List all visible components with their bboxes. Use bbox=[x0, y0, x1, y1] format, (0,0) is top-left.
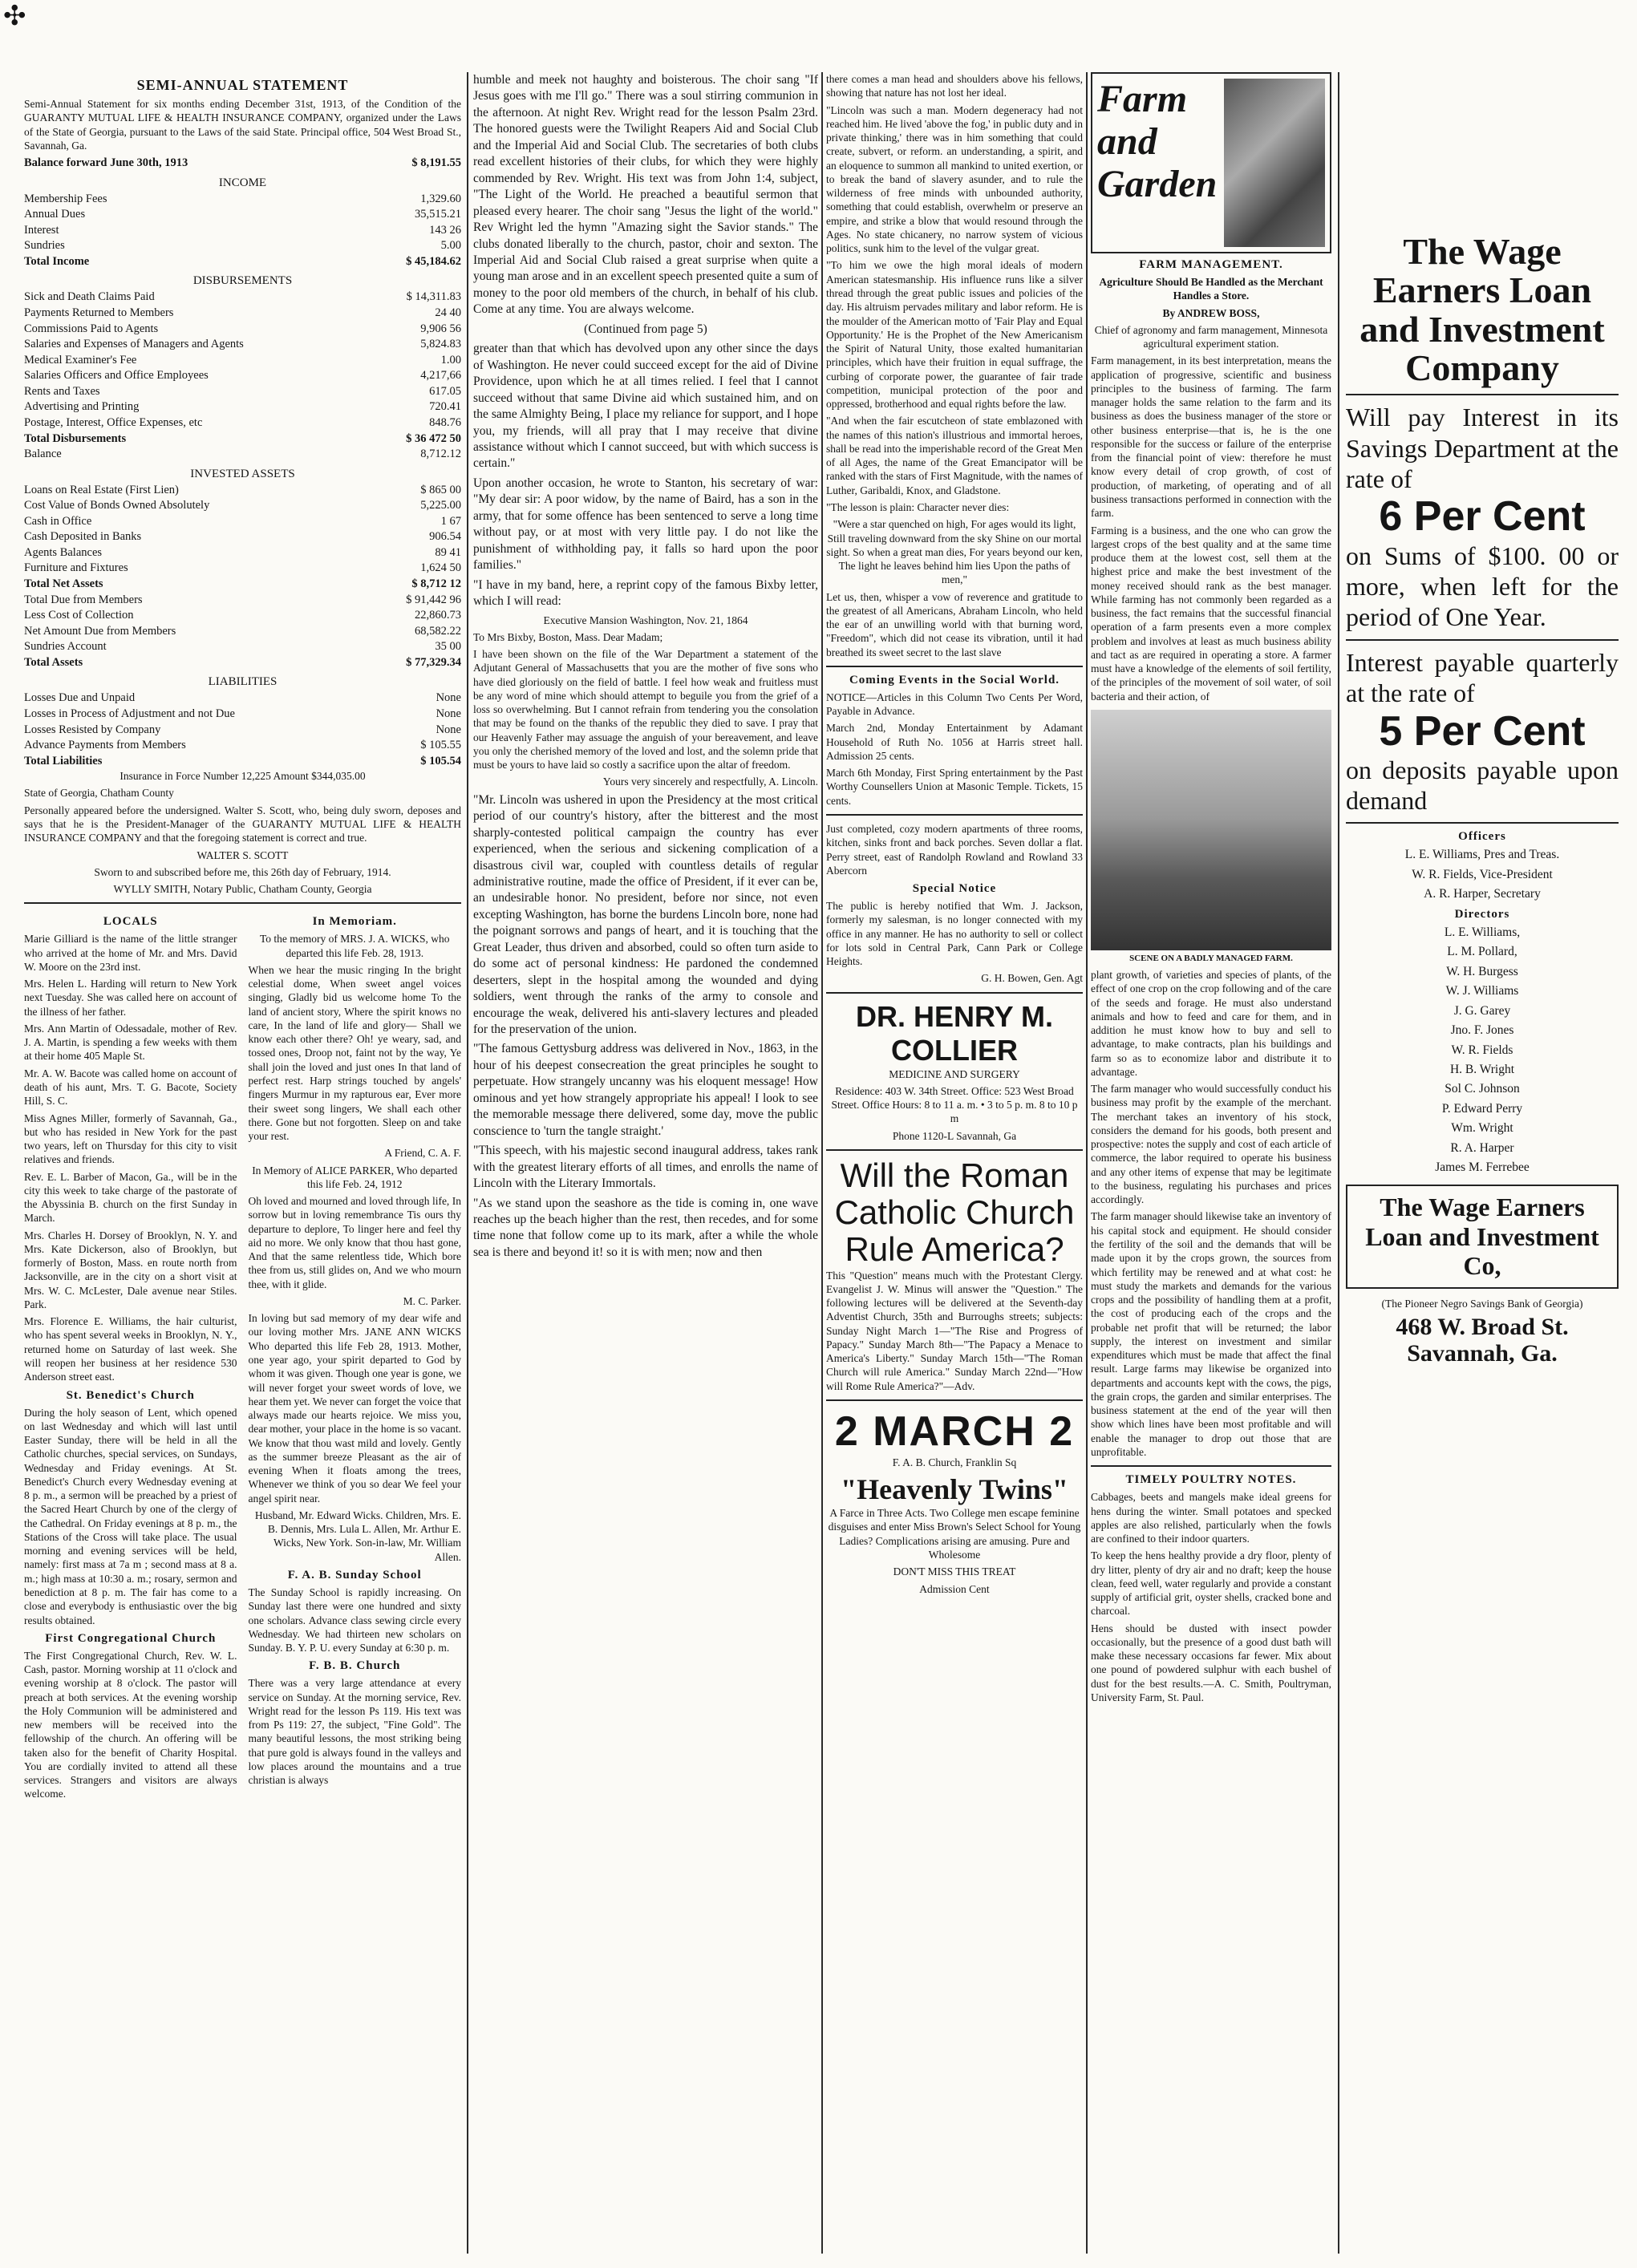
row-label: Salaries and Expenses of Managers and Agents bbox=[24, 338, 244, 351]
locals-column bbox=[24, 910, 237, 1804]
list-item: Wm. Wright bbox=[1451, 1121, 1513, 1136]
pioneer-bank: (The Pioneer Negro Savings Bank of Georgia) bbox=[1381, 1298, 1583, 1310]
list-item: H. B. Wright bbox=[1449, 1063, 1515, 1076]
list-item: Jno. F. Jones bbox=[1450, 1023, 1514, 1038]
list-item: Marie Gilliard is the name of the little stranger who arrived at the home of Mr. and Mrs. David W. Moore on the 23rd inst. bbox=[24, 933, 237, 973]
income-total: Total Income $ 45,184.62 bbox=[24, 254, 461, 268]
divider bbox=[826, 666, 1083, 667]
coming-events-notice: NOTICE—Articles in this Column Two Cents Per Word, Payable in Advance. bbox=[826, 691, 1083, 718]
list-item: P. Edward Perry bbox=[1441, 1101, 1523, 1116]
table-row bbox=[24, 290, 461, 306]
list-item: James M. Ferrebee bbox=[1435, 1160, 1530, 1175]
directors-list bbox=[1346, 925, 1619, 1177]
event-1: March 2nd, Monday Entertainment by Adamant Household of Ruth No. 1056 at Harris street hall. Admission 25 cents. bbox=[826, 722, 1083, 762]
table-row bbox=[24, 545, 461, 561]
table-row bbox=[24, 483, 461, 499]
letter-to: To Mrs Bixby, Boston, Mass. Dear Madam; bbox=[473, 630, 663, 643]
first-cong-body: The First Congregational Church, Rev. W. L. Cash, pastor. Morning worship at 11 o'clock and evening worship at 8 o'clock. The pastor will preach at both services. At the evening worship the Holy Communion will be administered and new members will be received into the fellowship of the church. An offering will be taken also for the benefit of Charity Hospital. You are cordially invited to attend all these services. Strangers and visitors are always welcome. bbox=[24, 1649, 237, 1800]
table-row bbox=[24, 207, 461, 223]
lincoln-p6: "The famous Gettysburg address was delivered in Nov., 1863, in the hour of his deepest consecreation the great principles he sought to perpetuate. How strangely uncanny was his eloquent message! How ominous and yet how strangely appropriate his appeal! I look to see the memorable message there delivered, some day, move the public conscience to 'turn the tangle straight.' bbox=[473, 1042, 818, 1138]
less-cost: Less Cost of Collection 22,860.73 bbox=[24, 609, 461, 622]
deposits-text: on deposits payable upon demand bbox=[1346, 755, 1619, 816]
locals-title: LOCALS bbox=[103, 915, 158, 929]
table-row bbox=[24, 337, 461, 353]
table-row bbox=[24, 368, 461, 384]
table-row bbox=[24, 498, 461, 514]
table-row bbox=[24, 399, 461, 415]
row-label: Cash in Office bbox=[24, 514, 92, 528]
farm-sub: Agriculture Should Be Handled as the Merchant Handles a Store. bbox=[1099, 276, 1323, 302]
st-benedict-title: St. Benedict's Church bbox=[66, 1388, 195, 1402]
list-item: Mrs. Charles H. Dorsey of Brooklyn, N. Y. and Mrs. Kate Dickerson, also of Brooklyn, but formerly of Boston, Mass. en route north from Jacksonville, are in the city on a short visit at Mrs. W. C. McLester, Dale avenue near Stiles. Park. bbox=[24, 1229, 237, 1310]
poultry-3: Hens should be dusted with insect powder occasionally, but the presence of a good dust bath will make these necessary occasions far fewer. Mix about one pound of powdered sulphur with each bushel of dust for the best results.—A. C. Smith, Poultryman, University Farm, St. Paul. bbox=[1091, 1622, 1331, 1703]
coming-events-title: Coming Events in the Social World. bbox=[849, 673, 1060, 686]
scene-caption: SCENE ON A BADLY MANAGED FARM. bbox=[1129, 953, 1293, 963]
liabilities-list bbox=[24, 691, 461, 753]
row-label: Advertising and Printing bbox=[24, 400, 140, 414]
table-row bbox=[24, 384, 461, 400]
table-row bbox=[24, 561, 461, 577]
bank-address: 468 W. Broad St. Savannah, Ga. bbox=[1396, 1314, 1569, 1367]
divider bbox=[826, 992, 1083, 994]
row-value: 24 40 bbox=[435, 306, 461, 319]
row-label: Rents and Taxes bbox=[24, 384, 100, 398]
row-label: Agents Balances bbox=[24, 545, 103, 559]
row-label: Losses in Process of Adjustment and not Due bbox=[24, 707, 235, 720]
net-due: Net Amount Due from Members 68,582.22 bbox=[24, 624, 461, 638]
row-label: Medical Examiner's Fee bbox=[24, 353, 137, 367]
roman-ad-title: Will the Roman Catholic Church Rule America? bbox=[834, 1156, 1075, 1269]
lincoln-c3-p2: "Lincoln was such a man. Modern degeneracy had not reached him. He lived 'above the fog,' in public duty and in private thinking,' there was in him something that could create, subvert, or reform. an understanding, a spirit, and an eloquence to summon all mankind to united exertion, or to break the band of slavery asunder, and to rule the wilderness of free minds with unbounded authority, something that could establish, overwhelm or preserve an empire, and strike a blow that would resound through the Ages. No state chicanery, no narrow system of vicious politics, sunk him to the level of the vulgar great. bbox=[826, 103, 1083, 255]
twins-end: DON'T MISS THIS TREAT bbox=[893, 1565, 1016, 1578]
event-2: March 6th Monday, First Spring entertainment by the Past Worthy Counsellers Union at Masonic Temple. Tickets, 15 cents. bbox=[826, 767, 1083, 807]
memoriam-poem-3: In loving but sad memory of my dear wife and our loving mother Mrs. JANE ANN WICKS Who departed this life Feb 28, 1913. Mother, one year ago, your spirit departed to God by whom it was given. Though one year is gone, we will never forget your sweet words of love, we hear them yet. We never can forget the voice that always made our hearts rejoice. We miss you, dear mother, your place in the home is so vacant. We know that thou wast mild and lovely. Gently as the summer breeze Pleasant as the air of evening When it floats among the trees, Whenever we think of you so dear We feel your angel spirit near. bbox=[248, 1312, 461, 1505]
fbb-church-title: F. B. B. Church bbox=[309, 1659, 401, 1673]
row-label: Salaries Officers and Office Employees bbox=[24, 369, 209, 383]
memoriam-dedication: To the memory of MRS. J. A. WICKS, who departed this life Feb. 28, 1913. bbox=[259, 933, 450, 959]
byline-2: Chief of agronomy and farm management, Minnesota agricultural experiment station. bbox=[1094, 323, 1328, 350]
directors-title: Directors bbox=[1454, 907, 1510, 921]
column-rule bbox=[1338, 72, 1339, 2254]
divider bbox=[1091, 1465, 1331, 1467]
column-rule bbox=[821, 72, 823, 2254]
divider bbox=[1346, 394, 1619, 395]
officers-list bbox=[1346, 847, 1619, 902]
row-label: Cash Deposited in Banks bbox=[24, 530, 142, 544]
list-item: L. E. Williams, bbox=[1444, 925, 1521, 939]
row-label: Sick and Death Claims Paid bbox=[24, 290, 155, 304]
lincoln-p4: "I have in my band, here, a reprint copy of the famous Bixby letter, which I will read: bbox=[473, 577, 818, 609]
total-assets: Total Assets $ 77,329.34 bbox=[24, 655, 461, 669]
farm-title: FARM MANAGEMENT. bbox=[1139, 258, 1283, 271]
savings-text: Will pay Interest in its Savings Department at the rate of bbox=[1346, 403, 1619, 493]
table-row bbox=[24, 707, 461, 723]
table-row bbox=[24, 353, 461, 369]
farm-banner bbox=[1091, 72, 1331, 253]
due-members: Total Due from Members $ 91,442 96 bbox=[24, 593, 461, 606]
pushpin-icon: ✣ bbox=[3, 2, 26, 31]
oath: Personally appeared before the undersigned. Walter S. Scott, who, being duly sworn, deposes and says that he is the President-Manager of the GUARANTY MUTUAL LIFE & HEALTH INSURANCE COMPANY and that the foregoing statement is correct and true. bbox=[24, 804, 461, 844]
row-label: Payments Returned to Members bbox=[24, 306, 174, 319]
list-item: Mrs. Helen L. Harding will return to New York next Tuesday. She was called here on account of the illness of her father. bbox=[24, 978, 237, 1018]
memoriam-poem-2: Oh loved and mourned and loved through life, In sorrow but in loving remembrance Tis ours thy departure to deplore, To linger here and feel thy aid no more. We only know that thou hast gone, And that the same relentless tide, Which bore thee from us, still glides on, And we who mourn thee, with it glide. bbox=[248, 1195, 461, 1290]
st-benedict-body: During the holy season of Lent, which opened on last Wednesday and which will last until Easter Sunday, there will be held in all the Catholic churches, special services, on Sundays, Wednesday and Friday evenings. At St. Benedict's Church every Wednesday evening at 8 p. m., a sermon will be preached by a priest of the Sacred Heart Church by one of the clergy of the Cathedral. On Friday evenings at 8 p. m., the Stations of the Cross will take place. The usual morning and evening services will be held, namely: first mass at 7a m ; second mass at 8 a. m.; high mass at 10:30 a. m.; rosary, sermon and benediction at 8 p. m. The fair has come to a close and everybody is enthusiastic over the big results obtained. bbox=[24, 1406, 237, 1626]
farm-logo: Farm and Garden bbox=[1097, 78, 1218, 205]
row-value: 1,624 50 bbox=[420, 561, 461, 575]
poultry-title: TIMELY POULTRY NOTES. bbox=[1125, 1473, 1297, 1487]
net-assets: Total Net Assets $ 8,712 12 bbox=[24, 577, 461, 590]
rate-5: 5 Per Cent bbox=[1379, 707, 1586, 755]
sundries-account: Sundries Account 35 00 bbox=[24, 640, 461, 654]
memoriam-sign-3: Husband, Mr. Edward Wicks. Children, Mrs. E. B. Dennis, Mrs. Lula L. Allen, Mr. Arthur E. Wicks, New York. Son-in-law, Mr. William Allen. bbox=[254, 1509, 461, 1563]
state-county: State of Georgia, Chatham County bbox=[24, 787, 174, 800]
march-ad-title: 2 MARCH 2 bbox=[834, 1407, 1075, 1455]
divider bbox=[24, 902, 461, 904]
divider bbox=[1346, 639, 1619, 641]
collier-phone: Phone 1120-L Savannah, Ga bbox=[892, 1129, 1017, 1142]
table-row bbox=[24, 306, 461, 322]
row-value: 720.41 bbox=[429, 400, 461, 414]
star-poem: "Were a star quenched on high, For ages would its light, Still traveling downward from the sky Shine on our mortal sight. So when a great man dies, For years beyond our ken, The light he leaves behind him lies Upon the paths of men," bbox=[826, 518, 1083, 586]
lincoln-p2: greater than that which has devolved upon any other since the days of Washington. He never could succeed except for the aid of Divine Providence, upon which he at all times relied. I feel that I cannot succeed without that same Divine aid which sustained him, and on the same Almighty Being, I place my reliance for support, and I hope you, my friends, will all pray that I may receive that divine assistance without which I cannot succeed, but with which success is certain." bbox=[473, 342, 818, 471]
farm-p5: The farm manager should likewise take an inventory of his capital stock and equipment. He should consider the fertility of the soil and the demands that will be made upon it by the crops grown, the sources from which fertility may be renewed and at what cost: he must study the markets and demands for the various crops and the possibility of handling them at a profit, the cost of producing each of the crops and the probable net profit that will be returned; the labor supply, the interest on investment and similar expenditures which must be made that affect the final result. Large farms may likewise be organized into departments and accounts kept with the cows, the pigs, the grain crops, the garden and similar enterprises. The business statement at the end of the year will then show which lines have been most profitable and will enable the manager to drop out those that are unprofitable. bbox=[1091, 1210, 1331, 1458]
statement-intro: Semi-Annual Statement for six months ending December 31st, 1913, of the Condition of the GUARANTY MUTUAL LIFE & HEALTH INSURANCE COMPANY, organized under the Laws of the State of Georgia, pursuant to the Laws of the said State. Principal office, 504 West Broad St., Savannah, Ga. bbox=[24, 98, 461, 152]
statement-title: SEMI-ANNUAL STATEMENT bbox=[136, 77, 349, 93]
disbursements-total: Total Disbursements $ 36 472 50 bbox=[24, 431, 461, 445]
lincoln-c3-p6: Let us, then, whisper a vow of reverence and gratitude to the greatest of all Americans, Abraham Lincoln, who held the ear of an unwilling world with that burning word, "Freedom", which did not cease its vibration, until it had breathed its sweet secret to the last slave bbox=[826, 590, 1083, 658]
column-rule bbox=[1086, 72, 1088, 2254]
table-row bbox=[24, 238, 461, 254]
table-row bbox=[24, 529, 461, 545]
insurance-in-force: Insurance in Force Number 12,225 Amount $344,035.00 bbox=[120, 770, 366, 783]
row-label: Commissions Paid to Agents bbox=[24, 322, 159, 335]
row-value: $ 865 00 bbox=[420, 483, 461, 496]
lincoln-c3-p1: there comes a man head and shoulders above his fellows, showing that nature has not lost her ideal. bbox=[826, 73, 1083, 99]
special-notice: The public is hereby notified that Wm. J. Jackson, formerly my salesman, is no longer connected with my office in any manner. He has no authority to sell or collect for lots sold in Central Park, Cann Park or College Heights. bbox=[826, 900, 1083, 968]
sums-text: on Sums of $100. 00 or more, when left for the period of One Year. bbox=[1346, 541, 1619, 632]
apartments-ad: Just completed, cozy modern apartments of three rooms, kitchen, sinks front and back porches. Seven dollar a flat. Perry street, east of Randolph Rowland and Rowland 33 Abercorn bbox=[826, 823, 1083, 877]
memoriam-column bbox=[249, 910, 462, 1804]
row-value: 5,225.00 bbox=[420, 499, 461, 512]
rate-6: 6 Per Cent bbox=[1379, 493, 1586, 541]
divider bbox=[826, 1399, 1083, 1401]
row-label: Interest bbox=[24, 223, 59, 237]
interest-text: Interest payable quarterly at the rate of bbox=[1346, 647, 1619, 708]
sworn: Sworn to and subscribed before me, this 26th day of February, 1914. bbox=[94, 865, 391, 878]
divider bbox=[1346, 822, 1619, 824]
table-row bbox=[24, 691, 461, 707]
farm-scene-image bbox=[1091, 710, 1331, 950]
memoriam-sign-2: M. C. Parker. bbox=[403, 1294, 461, 1307]
list-item: Rev. E. L. Barber of Macon, Ga., will be in the city this week to take charge of the pastorate of the Abyssinia B. church on the first Sunday in March. bbox=[24, 1170, 237, 1225]
list-item: W. H. Burgess bbox=[1446, 964, 1518, 978]
wage-earners-logo: The Wage Earners Loan and Investment Co, bbox=[1346, 1185, 1619, 1289]
row-value: 1 67 bbox=[440, 514, 461, 528]
row-label: Losses Due and Unpaid bbox=[24, 691, 136, 705]
list-item: Sol C. Johnson bbox=[1445, 1082, 1520, 1096]
column-statement-locals bbox=[24, 72, 461, 2254]
row-label: Furniture and Fixtures bbox=[24, 561, 128, 575]
lincoln-p7: "This speech, with his majestic second inaugural address, takes rank with the greatest literary efforts of all times, and enrolls the name of Lincoln with the Literary Immortals. bbox=[473, 1144, 818, 1191]
row-value: 1.00 bbox=[440, 353, 461, 367]
list-item: R. A. Harper bbox=[1450, 1140, 1514, 1155]
letter-close: Yours very sincerely and respectfully, A. Lincoln. bbox=[602, 776, 818, 788]
row-value: None bbox=[436, 723, 461, 736]
row-value: 617.05 bbox=[429, 384, 461, 398]
row-value: None bbox=[436, 707, 461, 720]
memoriam-sign: A Friend, C. A. F. bbox=[384, 1147, 461, 1160]
balance: Balance 8,712.12 bbox=[24, 448, 461, 461]
table-row bbox=[24, 723, 461, 739]
list-item: W. R. Fields, Vice-President bbox=[1412, 867, 1553, 881]
poultry-1: Cabbages, beets and mangels make ideal greens for hens during the winter. Small potatoes and specked apples are also relished, particularly when the fowls are confined to their indoor quarters. bbox=[1091, 1491, 1331, 1545]
row-value: $ 105.55 bbox=[420, 739, 461, 752]
memoriam-poem: When we hear the music ringing In the bright celestial dome, When sweet angel voices singing, Gladly bid us welcome home To the land of ancient story, Where the spirit knows no care, In the land of life and glory— Shall we know each other there? Oh! ye weary, sad, and tossed ones, Droop not, faint not by the way, Ye shall join the loved and just ones In that land of perfect rest. Harp strings touched by angels' fingers Murmur in my rapturous ear, Ever more their sweet song lingers, We shall each other there. Gone but not forgotten. Sleep on and take your rest. bbox=[248, 963, 461, 1143]
fab-sunday-body: The Sunday School is rapidly increasing. On Sunday last there were one hundred and sixty one scholars. Advance class sewing circle every Wednesday. We had thirteen new scholars on Sunday. B. Y. P. U. every Sunday at 6:30 p. m. bbox=[248, 1586, 461, 1654]
first-cong-title: First Congregational Church bbox=[45, 1631, 217, 1645]
twins-body: A Farce in Three Acts. Two College men escape feminine disguises and enter Miss Brown's Select School for Young Ladies? Complications arising are amusing. Pure and Wholesome bbox=[828, 1507, 1081, 1561]
lincoln-c3-p4: "And when the fair escutcheon of state emblazoned with the names of this nation's illustrious and immortal heroes, shall be read into the imperishable record of the Great Men of all Ages, the name of the Great Emancipator will be ranked with the stars of First Magnitude, with the names of Luther, Garibaldi, Knox, and Gladstone. bbox=[826, 415, 1083, 496]
liabilities-title: LIABILITIES bbox=[208, 675, 278, 689]
table-row bbox=[24, 192, 461, 208]
balance-forward: Balance forward June 30th, 1913 $ 8,191.55 bbox=[24, 156, 461, 170]
list-item: L. E. Williams, Pres and Treas. bbox=[1404, 848, 1560, 862]
row-label: Loans on Real Estate (First Lien) bbox=[24, 483, 179, 496]
list-item: L. M. Pollard, bbox=[1447, 945, 1517, 959]
table-row bbox=[24, 415, 461, 431]
row-value: 906.54 bbox=[429, 530, 461, 544]
list-item: W. R. Fields bbox=[1451, 1043, 1513, 1057]
farm-house-image bbox=[1224, 79, 1325, 247]
row-value: 848.76 bbox=[429, 415, 461, 429]
row-label: Advance Payments from Members bbox=[24, 739, 186, 752]
locals-list bbox=[24, 932, 237, 1383]
fab-sunday-title: F. A. B. Sunday School bbox=[287, 1569, 422, 1582]
collier-sub: MEDICINE AND SURGERY bbox=[889, 1067, 1020, 1080]
income-list bbox=[24, 192, 461, 254]
list-item: W. J. Williams bbox=[1445, 984, 1519, 998]
list-item: A. R. Harper, Secretary bbox=[1424, 887, 1541, 901]
collier-ad-title: DR. HENRY M. COLLIER bbox=[855, 999, 1054, 1067]
row-label: Losses Resisted by Company bbox=[24, 723, 161, 736]
row-value: 89 41 bbox=[435, 545, 461, 559]
table-row bbox=[24, 322, 461, 338]
row-value: 5.00 bbox=[440, 239, 461, 253]
divider bbox=[826, 1149, 1083, 1151]
twins-title: "Heavenly Twins" bbox=[841, 1473, 1068, 1506]
income-title: INCOME bbox=[218, 176, 267, 189]
march-ad-sub: F. A. B. Church, Franklin Sq bbox=[892, 1456, 1017, 1468]
letter-head: Executive Mansion Washington, Nov. 21, 1864 bbox=[543, 614, 748, 626]
notary: WYLLY SMITH, Notary Public, Chatham County, Georgia bbox=[113, 883, 372, 896]
lincoln-c3-p5: "The lesson is plain: Character never dies: bbox=[826, 500, 1010, 513]
column-farm bbox=[1091, 72, 1331, 2254]
column-rule bbox=[467, 72, 468, 2254]
farm-p1: Farm management, in its best interpretation, means the application of progressive, scientific and business principles to the business of farming. The farm manager holds the same relation to the farm and its business as does the business manager of the store or other business enterprise—that is, he is the one responsible for the success or failure of the enterprise from the financial point of view: therefore he must know every detail of crop growth, of cost of production, of marketing, of operating and of all business transactions performed in connection with the farm. bbox=[1091, 354, 1331, 520]
church-continued: humble and meek not haughty and boisterous. The choir sang "If Jesus goes with me I'll go." There was a soul stirring communion in the afternoon. At night Rev. Wright read for the lesson Psalm 23rd. The honored guests were the Twilight Reapers Aid and Social Club and the Imperial Aid and Social Club. The secretaries of both clubs read excellent histories of their clubs, for which they were highly commended by Rev. Wright. His text was from John 1:4, subject, "The Light of the World. He preached a beautiful sermon that pleased every hearer. The choir sang "Jesus the light of the world." Rev Wright led the hymn "Amazing sight the Savior stands." The clubs donated liberally to the church, pastor, choir and sexton. The Imperial Aid and Social Club raised a great surprise when quite a young man arose and in an excellent speech presented quite a sum of money to the poor old members of the church, in behalf of his club. Come at any time. You are always welcome. bbox=[473, 73, 818, 317]
divider bbox=[826, 814, 1083, 816]
continued-note: (Continued from page 5) bbox=[584, 322, 707, 336]
row-value: 1,329.60 bbox=[420, 192, 461, 205]
memoriam-title: In Memoriam. bbox=[312, 915, 397, 929]
row-value: 5,824.83 bbox=[420, 338, 461, 351]
column-wage-earners-ad bbox=[1346, 72, 1619, 2254]
row-value: None bbox=[436, 691, 461, 705]
bixby-letter: I have been shown on the file of the War Department a statement of the Adjutant General of Massachusetts that you are the mother of five sons who have died gloriously on the field of battle. I feel how weak and fruitless must be any word of mine which should attempt to beguile you from the grief of a loss so overwhelming. But I cannot refrain from tendering you the consolation that may be found on the thanks of the republic they died to save. I pray that our Heavenly Father may assuage the anguish of your bereavement, and leave you only the cherished memory of the loved and lost, and the solemn pride that must be yours to have laid so costly a sacrifice upon the altar of freedom. bbox=[473, 648, 818, 772]
locals-memoriam-row bbox=[24, 910, 461, 1804]
assets-list bbox=[24, 483, 461, 577]
row-label: Annual Dues bbox=[24, 208, 86, 221]
table-row bbox=[24, 738, 461, 754]
list-item: Mrs. Florence E. Williams, the hair culturist, who has spent several weeks in Brooklyn, N. Y., returned home on Saturday of last week. She will reopen her business at her residence 530 Anderson street east. bbox=[24, 1315, 237, 1383]
row-value: 4,217,66 bbox=[420, 369, 461, 383]
lincoln-c3-p3: "To him we owe the high moral ideals of modern American statesmanship. His influence runs like a silver thread through the great public issues and policies of the day. His altruism pervades military and labor reform. He is the moulder of the American motto of 'Fair Play and Equal Opportunity.' He is the Prophet of the New Americanism the Spirit of Natural Unity, those exalted humanitarian principles, which have their fruition in equal suffrage, the curbing of corporate power, the guarantee of fair trade competition, municipal protection of the poor and oppressed, brotherhood and equal rights before the law. bbox=[826, 259, 1083, 411]
special-notice-sign: G. H. Bowen, Gen. Agt bbox=[981, 972, 1083, 985]
list-item: Mr. A. W. Bacote was called home on account of death of his aunt, Mrs. T. G. Bacote, Society Hill, S. C. bbox=[24, 1067, 237, 1108]
assets-title: INVESTED ASSETS bbox=[190, 467, 295, 480]
lincoln-p5: "Mr. Lincoln was ushered in upon the Presidency at the most critical period of our country's history, after the bitterest and the most sharply-contested political campaign the country has ever experienced, when the serious and sickening complication of a disastrous civil war, coupled with countless details of regular administrative routine, made the office of President, if it ever can be, an undesirable honor. No president, before nor since, not even excepting Washington, has borne the burdens Lincoln bore, none had the poignant sorrows and pangs of heart, and it is touching that the Great Leader, thus driven and absorbed, could so often turn aside to do some act of personal kindness: He pardoned the condemned deserters, slept in the hospital among the wounded and dying soldiers, went through the ranks of the army to console and encourage the weak, delivered his anti-slavery lectures and pleaded for the preservation of the union. bbox=[473, 792, 818, 1037]
officers-title: Officers bbox=[1458, 830, 1506, 844]
column-lincoln-ads bbox=[826, 72, 1083, 2254]
byline: By ANDREW BOSS, bbox=[1162, 306, 1260, 319]
table-row bbox=[24, 223, 461, 239]
special-notice-title: Special Notice bbox=[912, 882, 997, 896]
lincoln-p8: "As we stand upon the seashore as the tide is coming in, one wave reaches up the beach higher than the rest, then recedes, and for some time none that follow come up to its mark, after a while the whole sea is there and beyond it! so it is with men; now and then bbox=[473, 1196, 818, 1259]
column-lincoln bbox=[473, 72, 818, 2254]
liabilities-total: Total Liabilities $ 105.54 bbox=[24, 754, 461, 767]
list-item: Mrs. Ann Martin of Odessadale, mother of Rev. J. A. Martin, is spending a few weeks with them at their home 405 Maple St. bbox=[24, 1022, 237, 1063]
wage-earners-title: The Wage Earners Loan and Investment Company bbox=[1359, 231, 1605, 388]
poultry-2: To keep the hens healthy provide a dry floor, plenty of dry litter, plenty of dry air and no draft; keep the house clean, feed well, water regularly and provide a constant supply of artificial grit, oyster shells, cracked bone and charcoal. bbox=[1091, 1549, 1331, 1618]
roman-ad-body: This "Question" means much with the Protestant Clergy. Evangelist J. W. Minus will answer the "Question." The following lectures will be delivered at the Seventh-day Adventist Church, 35th and Burroughs streets; subjects: Sunday Night March 1—"The Rise and Progress of Papacy." Sunday March 8th—"The Papacy a Menace to America's Liberty." Sunday March 15th—"The Roman Church will rule America." Sunday March 22nd—"How will Rome Rule America?"—Adv. bbox=[826, 1269, 1083, 1392]
row-label: Sundries bbox=[24, 239, 65, 253]
disbursements-title: DISBURSEMENTS bbox=[192, 274, 293, 288]
row-value: 143 26 bbox=[429, 223, 461, 237]
farm-p2: Farming is a business, and the one who can grow the largest crops of the best quality and at the same time produce them at the lowest cost, sell them at the highest price and make the best investment of the money received should rank as the best manager. While farming has not commonly been regarded as a business, the fact remains that the successful financial operation of a farm presents even a more complex problem and involves at least as much business ability and tact as are required in operating a store. A farmer must have a knowledge of the elements of soil fertility, of the principles of the movement of soil water, of soil bacteria and their action, of bbox=[1091, 524, 1331, 703]
lincoln-p3: Upon another occasion, he wrote to Stanton, his secretary of war: "My dear sir: A poor widow, by the name of Baird, has a son in the army, that for some offence has been sentenced to serve a long time without pay, or at most with very little pay. I do not like the punishment of withholding pay, it falls so hard upon the poor families." bbox=[473, 476, 818, 573]
row-value: 9,906 56 bbox=[420, 322, 461, 335]
row-label: Postage, Interest, Office Expenses, etc bbox=[24, 415, 203, 429]
row-label: Cost Value of Bonds Owned Absolutely bbox=[24, 499, 210, 512]
list-item: Miss Agnes Miller, formerly of Savannah, Ga., but who has resided in New York for the past two years, left on Thursday for this city to visit relatives and friends. bbox=[24, 1112, 237, 1166]
farm-p3: plant growth, of varieties and species of plants, of the effect of one crop on the crop following and of the care of the seeds and forage. He must also understand animals and how to feed and care for them, and in addition he must know how to buy and sell to advantage, to make contracts, plan his buildings and farm so as to economize labor and distribute it to advantage. bbox=[1091, 968, 1331, 1078]
collier-address: Residence: 403 W. 34th Street. Office: 523 West Broad Street. Office Hours: 8 to 11 a. m. • 3 to 5 p. m. 8 to 10 p m bbox=[831, 1084, 1078, 1125]
memoriam-dedication-2: In Memory of ALICE PARKER, Who departed this life Feb. 24, 1912 bbox=[252, 1164, 458, 1190]
row-label: Membership Fees bbox=[24, 192, 107, 205]
list-item: J. G. Garey bbox=[1453, 1003, 1511, 1018]
admission: Admission Cent bbox=[919, 1582, 990, 1595]
signer: WALTER S. SCOTT bbox=[197, 848, 289, 861]
table-row bbox=[24, 514, 461, 530]
fbb-church-body: There was a very large attendance at every service on Sunday. At the morning service, Rev. Wright read for the lesson Ps 119. His text was from Ps 119: 27, the subject, "Fine Gold". The many beautiful lessons, the most striking being that pure gold is always found in the valleys and low places around the mountains and a true christian is always bbox=[248, 1677, 461, 1787]
farm-p4: The farm manager who would successfully conduct his business may profit by the example of the merchant. The merchant takes an inventory of his stock, considers the demand for his goods, both present and prospective: notes the supply and cost of each article of commerce, the labor required to operate his business and any other items of expense that may be legitimate to the business, regulating his purchases and prices accordingly. bbox=[1091, 1083, 1331, 1206]
disbursements-list bbox=[24, 290, 461, 431]
row-value: 35,515.21 bbox=[415, 208, 461, 221]
row-value: $ 14,311.83 bbox=[406, 290, 461, 304]
